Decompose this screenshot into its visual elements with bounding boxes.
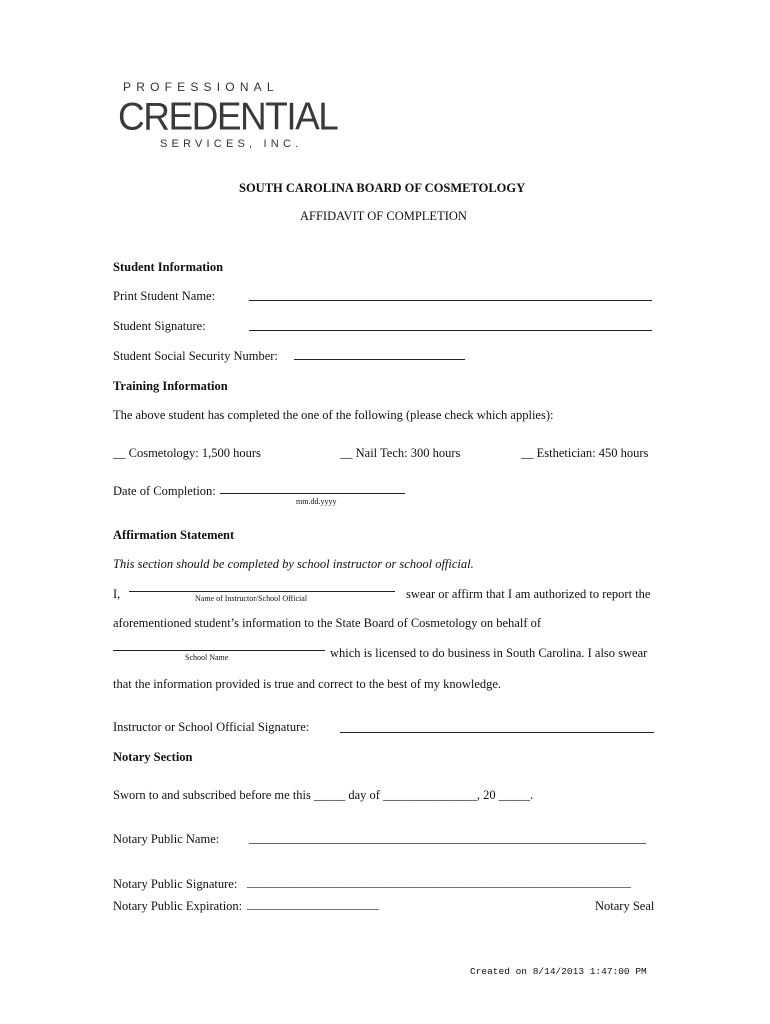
affirmation-i-label: I,	[113, 587, 121, 601]
document-subtitle: AFFIDAVIT OF COMPLETION	[300, 209, 467, 223]
affirmation-swear-text: swear or affirm that I am authorized to report the	[406, 587, 651, 601]
affirmation-licensed-text: which is licensed to do business in South Carolina. I also swear	[330, 646, 648, 660]
option-cosmetology[interactable]: __ Cosmetology: 1,500 hours	[113, 446, 261, 460]
instructor-name-hint: Name of Instructor/School Official	[195, 594, 308, 603]
option-nail-tech[interactable]: __ Nail Tech: 300 hours	[340, 446, 461, 460]
notary-expiration-label: Notary Public Expiration:	[113, 899, 243, 913]
document-title: SOUTH CAROLINA BOARD OF COSMETOLOGY	[239, 181, 526, 195]
student-signature-label: Student Signature:	[113, 319, 206, 333]
school-name-hint: School Name	[185, 653, 229, 662]
notary-sworn-text[interactable]: Sworn to and subscribed before me this _____ day of _______________, 20 _____.	[113, 788, 534, 802]
student-signature-field[interactable]	[249, 330, 652, 331]
student-name-field[interactable]	[249, 300, 652, 301]
official-signature-field[interactable]	[340, 732, 654, 733]
student-name-label: Print Student Name:	[113, 289, 216, 303]
notary-heading: Notary Section	[113, 750, 193, 764]
completion-date-label: Date of Completion:	[113, 484, 216, 498]
training-heading: Training Information	[113, 379, 228, 393]
notary-expiration-field[interactable]: ______________________	[247, 897, 379, 911]
affirmation-line-4: that the information provided is true and correct to the best of my knowledge.	[113, 677, 502, 691]
training-instruction: The above student has completed the one of the following (please check which applies):	[113, 408, 554, 422]
school-name-field[interactable]	[113, 650, 325, 651]
affirmation-line-2: aforementioned student’s information to the State Board of Cosmetology on behalf of	[113, 616, 542, 630]
completion-date-field[interactable]	[220, 493, 405, 494]
affirmation-note: This section should be completed by school instructor or school official.	[113, 557, 474, 571]
logo-line-credential: CREDENTIAL	[118, 94, 338, 138]
student-ssn-field[interactable]	[294, 359, 465, 360]
notary-signature-label: Notary Public Signature:	[113, 877, 238, 891]
instructor-name-field[interactable]	[129, 591, 395, 592]
logo-line-services: SERVICES, INC.	[160, 138, 303, 150]
notary-name-label: Notary Public Name:	[113, 832, 220, 846]
created-timestamp: Created on 8/14/2013 1:47:00 PM	[470, 966, 647, 977]
student-ssn-label: Student Social Security Number:	[113, 349, 278, 363]
notary-name-field[interactable]	[249, 843, 646, 844]
notary-signature-field[interactable]: ________________________________________________________________	[247, 875, 631, 889]
affirmation-heading: Affirmation Statement	[113, 528, 235, 542]
notary-seal-label: Notary Seal	[595, 899, 655, 913]
student-heading: Student Information	[113, 260, 224, 274]
official-signature-label: Instructor or School Official Signature:	[113, 720, 310, 734]
logo-line-professional: PROFESSIONAL	[123, 80, 279, 94]
completion-date-hint: mm.dd.yyyy	[296, 497, 337, 506]
option-esthetician[interactable]: __ Esthetician: 450 hours	[521, 446, 649, 460]
